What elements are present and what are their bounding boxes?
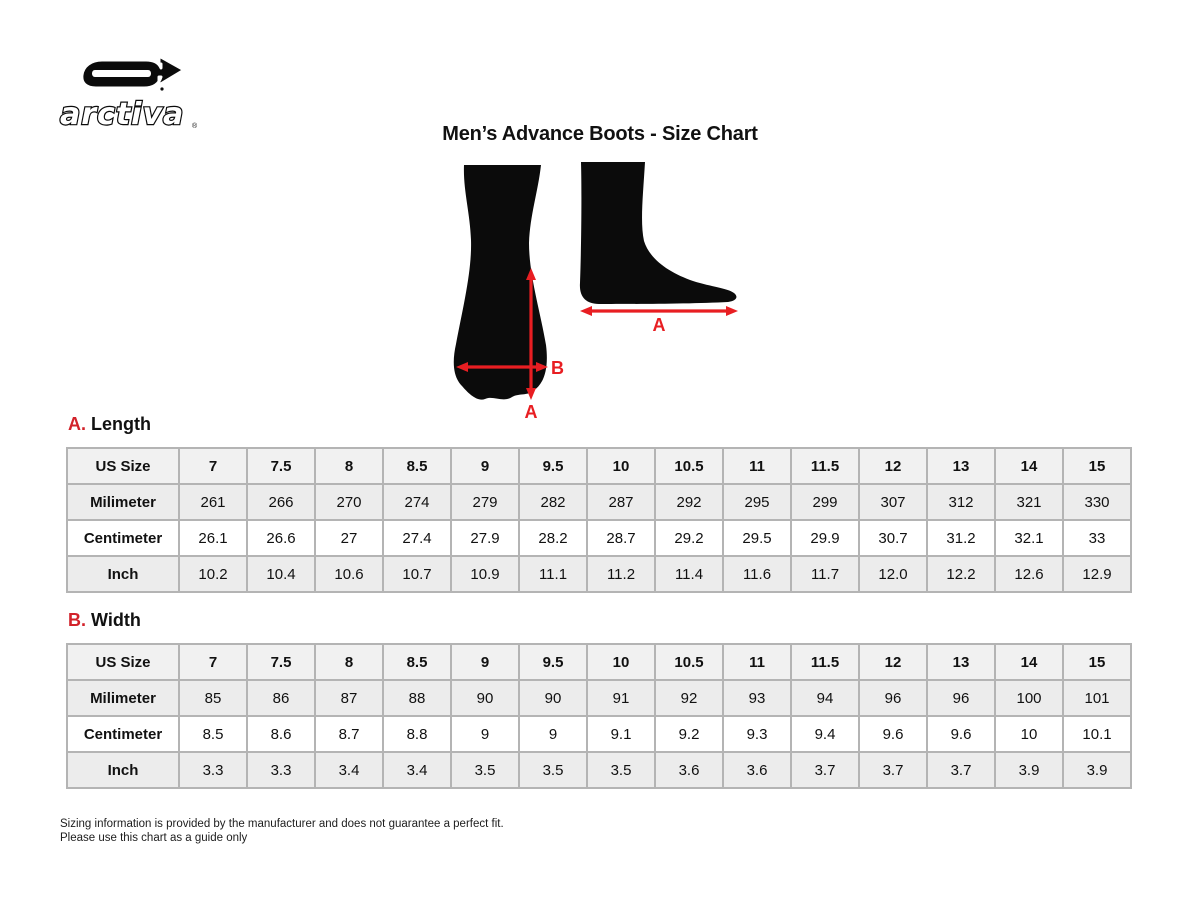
- size-cell: 270: [315, 484, 383, 520]
- size-cell: 9.3: [723, 716, 791, 752]
- table-row: [67, 752, 1131, 788]
- size-cell: 9.5: [519, 448, 587, 484]
- size-cell: 31.2: [927, 520, 995, 556]
- size-cell: 287: [587, 484, 655, 520]
- size-cell: 274: [383, 484, 451, 520]
- size-cell: 330: [1063, 484, 1131, 520]
- size-cell: 11.6: [723, 556, 791, 592]
- sizing-disclaimer: [60, 817, 504, 846]
- table-row: [67, 484, 1131, 520]
- size-cell: 9.6: [927, 716, 995, 752]
- row-label: Inch: [67, 556, 179, 592]
- row-label: Milimeter: [67, 680, 179, 716]
- size-cell: 30.7: [859, 520, 927, 556]
- size-cell: 11: [723, 644, 791, 680]
- size-cell: 10.6: [315, 556, 383, 592]
- size-cell: 8.7: [315, 716, 383, 752]
- size-cell: 101: [1063, 680, 1131, 716]
- size-cell: 10: [587, 644, 655, 680]
- size-cell: 29.2: [655, 520, 723, 556]
- size-cell: 10.5: [655, 644, 723, 680]
- foot-diagram-icon: [438, 152, 754, 428]
- size-cell: 282: [519, 484, 587, 520]
- size-cell: 12.9: [1063, 556, 1131, 592]
- size-cell: 3.7: [859, 752, 927, 788]
- table-row: [67, 448, 1131, 484]
- size-cell: 27.9: [451, 520, 519, 556]
- table-row: [67, 556, 1131, 592]
- size-cell: 8.5: [179, 716, 247, 752]
- size-cell: 312: [927, 484, 995, 520]
- size-cell: 100: [995, 680, 1063, 716]
- size-cell: 3.9: [1063, 752, 1131, 788]
- size-cell: 11.5: [791, 448, 859, 484]
- size-cell: 3.7: [927, 752, 995, 788]
- length-label-a-side: A: [652, 315, 666, 335]
- length-section-heading: [68, 414, 151, 435]
- row-label: US Size: [67, 448, 179, 484]
- size-cell: 7: [179, 644, 247, 680]
- length-size-table: [66, 447, 1132, 593]
- size-cell: 26.6: [247, 520, 315, 556]
- size-cell: 13: [927, 448, 995, 484]
- size-cell: 10.2: [179, 556, 247, 592]
- size-cell: 8.5: [383, 448, 451, 484]
- size-cell: 9.2: [655, 716, 723, 752]
- section-letter: B.: [68, 610, 86, 630]
- size-cell: 7.5: [247, 448, 315, 484]
- size-cell: 10.1: [1063, 716, 1131, 752]
- width-label-b: B: [551, 358, 564, 378]
- size-cell: 3.4: [315, 752, 383, 788]
- width-section-heading: [68, 610, 141, 631]
- size-cell: 9.6: [859, 716, 927, 752]
- size-cell: 299: [791, 484, 859, 520]
- size-cell: 85: [179, 680, 247, 716]
- size-cell: 10: [995, 716, 1063, 752]
- section-title: Width: [91, 610, 141, 630]
- size-cell: 15: [1063, 448, 1131, 484]
- glyph-registered-dot: [160, 87, 163, 90]
- table-row: [67, 716, 1131, 752]
- size-cell: 13: [927, 644, 995, 680]
- size-cell: 33: [1063, 520, 1131, 556]
- row-label: Inch: [67, 752, 179, 788]
- wordmark-registered-mark: ®: [192, 123, 198, 130]
- size-cell: 15: [1063, 644, 1131, 680]
- size-cell: 28.7: [587, 520, 655, 556]
- length-label-a-front: A: [524, 402, 538, 422]
- size-cell: 9.4: [791, 716, 859, 752]
- size-cell: 12: [859, 644, 927, 680]
- size-cell: 12.6: [995, 556, 1063, 592]
- disclaimer-line-1: Sizing information is provided by the manufacturer and does not guarantee a perfect fit.: [60, 818, 504, 830]
- size-cell: 9: [451, 644, 519, 680]
- row-label: Centimeter: [67, 716, 179, 752]
- size-cell: 8.5: [383, 644, 451, 680]
- row-label: Centimeter: [67, 520, 179, 556]
- size-cell: 3.3: [179, 752, 247, 788]
- size-cell: 11: [723, 448, 791, 484]
- table-row: [67, 644, 1131, 680]
- size-cell: 3.5: [519, 752, 587, 788]
- size-cell: 88: [383, 680, 451, 716]
- section-letter: A.: [68, 414, 86, 434]
- size-cell: 321: [995, 484, 1063, 520]
- size-cell: 93: [723, 680, 791, 716]
- size-cell: 29.5: [723, 520, 791, 556]
- size-cell: 86: [247, 680, 315, 716]
- size-cell: 3.7: [791, 752, 859, 788]
- foot-measurement-diagram: [438, 152, 754, 428]
- size-cell: 279: [451, 484, 519, 520]
- size-cell: 9: [451, 716, 519, 752]
- size-cell: 9: [451, 448, 519, 484]
- size-cell: 91: [587, 680, 655, 716]
- size-cell: 261: [179, 484, 247, 520]
- size-cell: 3.6: [723, 752, 791, 788]
- size-cell: 90: [451, 680, 519, 716]
- size-cell: 12: [859, 448, 927, 484]
- foot-side-silhouette: [580, 162, 737, 304]
- size-cell: 11.2: [587, 556, 655, 592]
- size-cell: 3.5: [587, 752, 655, 788]
- size-cell: 28.2: [519, 520, 587, 556]
- size-cell: 10.4: [247, 556, 315, 592]
- size-cell: 8: [315, 644, 383, 680]
- size-cell: 14: [995, 448, 1063, 484]
- width-size-table: [66, 643, 1132, 789]
- size-cell: 96: [927, 680, 995, 716]
- row-label: Milimeter: [67, 484, 179, 520]
- brand-wordmark: arctiva: [60, 97, 185, 132]
- size-cell: 94: [791, 680, 859, 716]
- disclaimer-line-2: Please use this chart as a guide only: [60, 832, 248, 845]
- size-cell: 292: [655, 484, 723, 520]
- page-title: Men’s Advance Boots - Size Chart: [442, 123, 758, 145]
- section-title: Length: [91, 414, 152, 434]
- size-cell: 10: [587, 448, 655, 484]
- brand-glyph-icon: [82, 56, 184, 91]
- size-cell: 8.6: [247, 716, 315, 752]
- size-cell: 26.1: [179, 520, 247, 556]
- size-cell: 7.5: [247, 644, 315, 680]
- table-row: [67, 520, 1131, 556]
- size-cell: 32.1: [995, 520, 1063, 556]
- size-cell: 12.0: [859, 556, 927, 592]
- size-cell: 11.5: [791, 644, 859, 680]
- size-cell: 307: [859, 484, 927, 520]
- size-cell: 8.8: [383, 716, 451, 752]
- size-cell: 3.5: [451, 752, 519, 788]
- size-cell: 11.7: [791, 556, 859, 592]
- size-cell: 11.4: [655, 556, 723, 592]
- size-cell: 9.1: [587, 716, 655, 752]
- row-label: US Size: [67, 644, 179, 680]
- size-cell: 3.4: [383, 752, 451, 788]
- size-cell: 87: [315, 680, 383, 716]
- size-cell: 92: [655, 680, 723, 716]
- size-cell: 7: [179, 448, 247, 484]
- size-cell: 90: [519, 680, 587, 716]
- size-cell: 27: [315, 520, 383, 556]
- size-cell: 3.3: [247, 752, 315, 788]
- size-cell: 295: [723, 484, 791, 520]
- size-cell: 14: [995, 644, 1063, 680]
- size-cell: 9.5: [519, 644, 587, 680]
- table-row: [67, 680, 1131, 716]
- size-cell: 11.1: [519, 556, 587, 592]
- size-cell: 96: [859, 680, 927, 716]
- size-cell: 3.9: [995, 752, 1063, 788]
- size-cell: 8: [315, 448, 383, 484]
- size-cell: 9: [519, 716, 587, 752]
- size-cell: 27.4: [383, 520, 451, 556]
- size-cell: 266: [247, 484, 315, 520]
- size-cell: 10.9: [451, 556, 519, 592]
- size-cell: 12.2: [927, 556, 995, 592]
- size-cell: 3.6: [655, 752, 723, 788]
- size-cell: 29.9: [791, 520, 859, 556]
- size-cell: 10.5: [655, 448, 723, 484]
- size-cell: 10.7: [383, 556, 451, 592]
